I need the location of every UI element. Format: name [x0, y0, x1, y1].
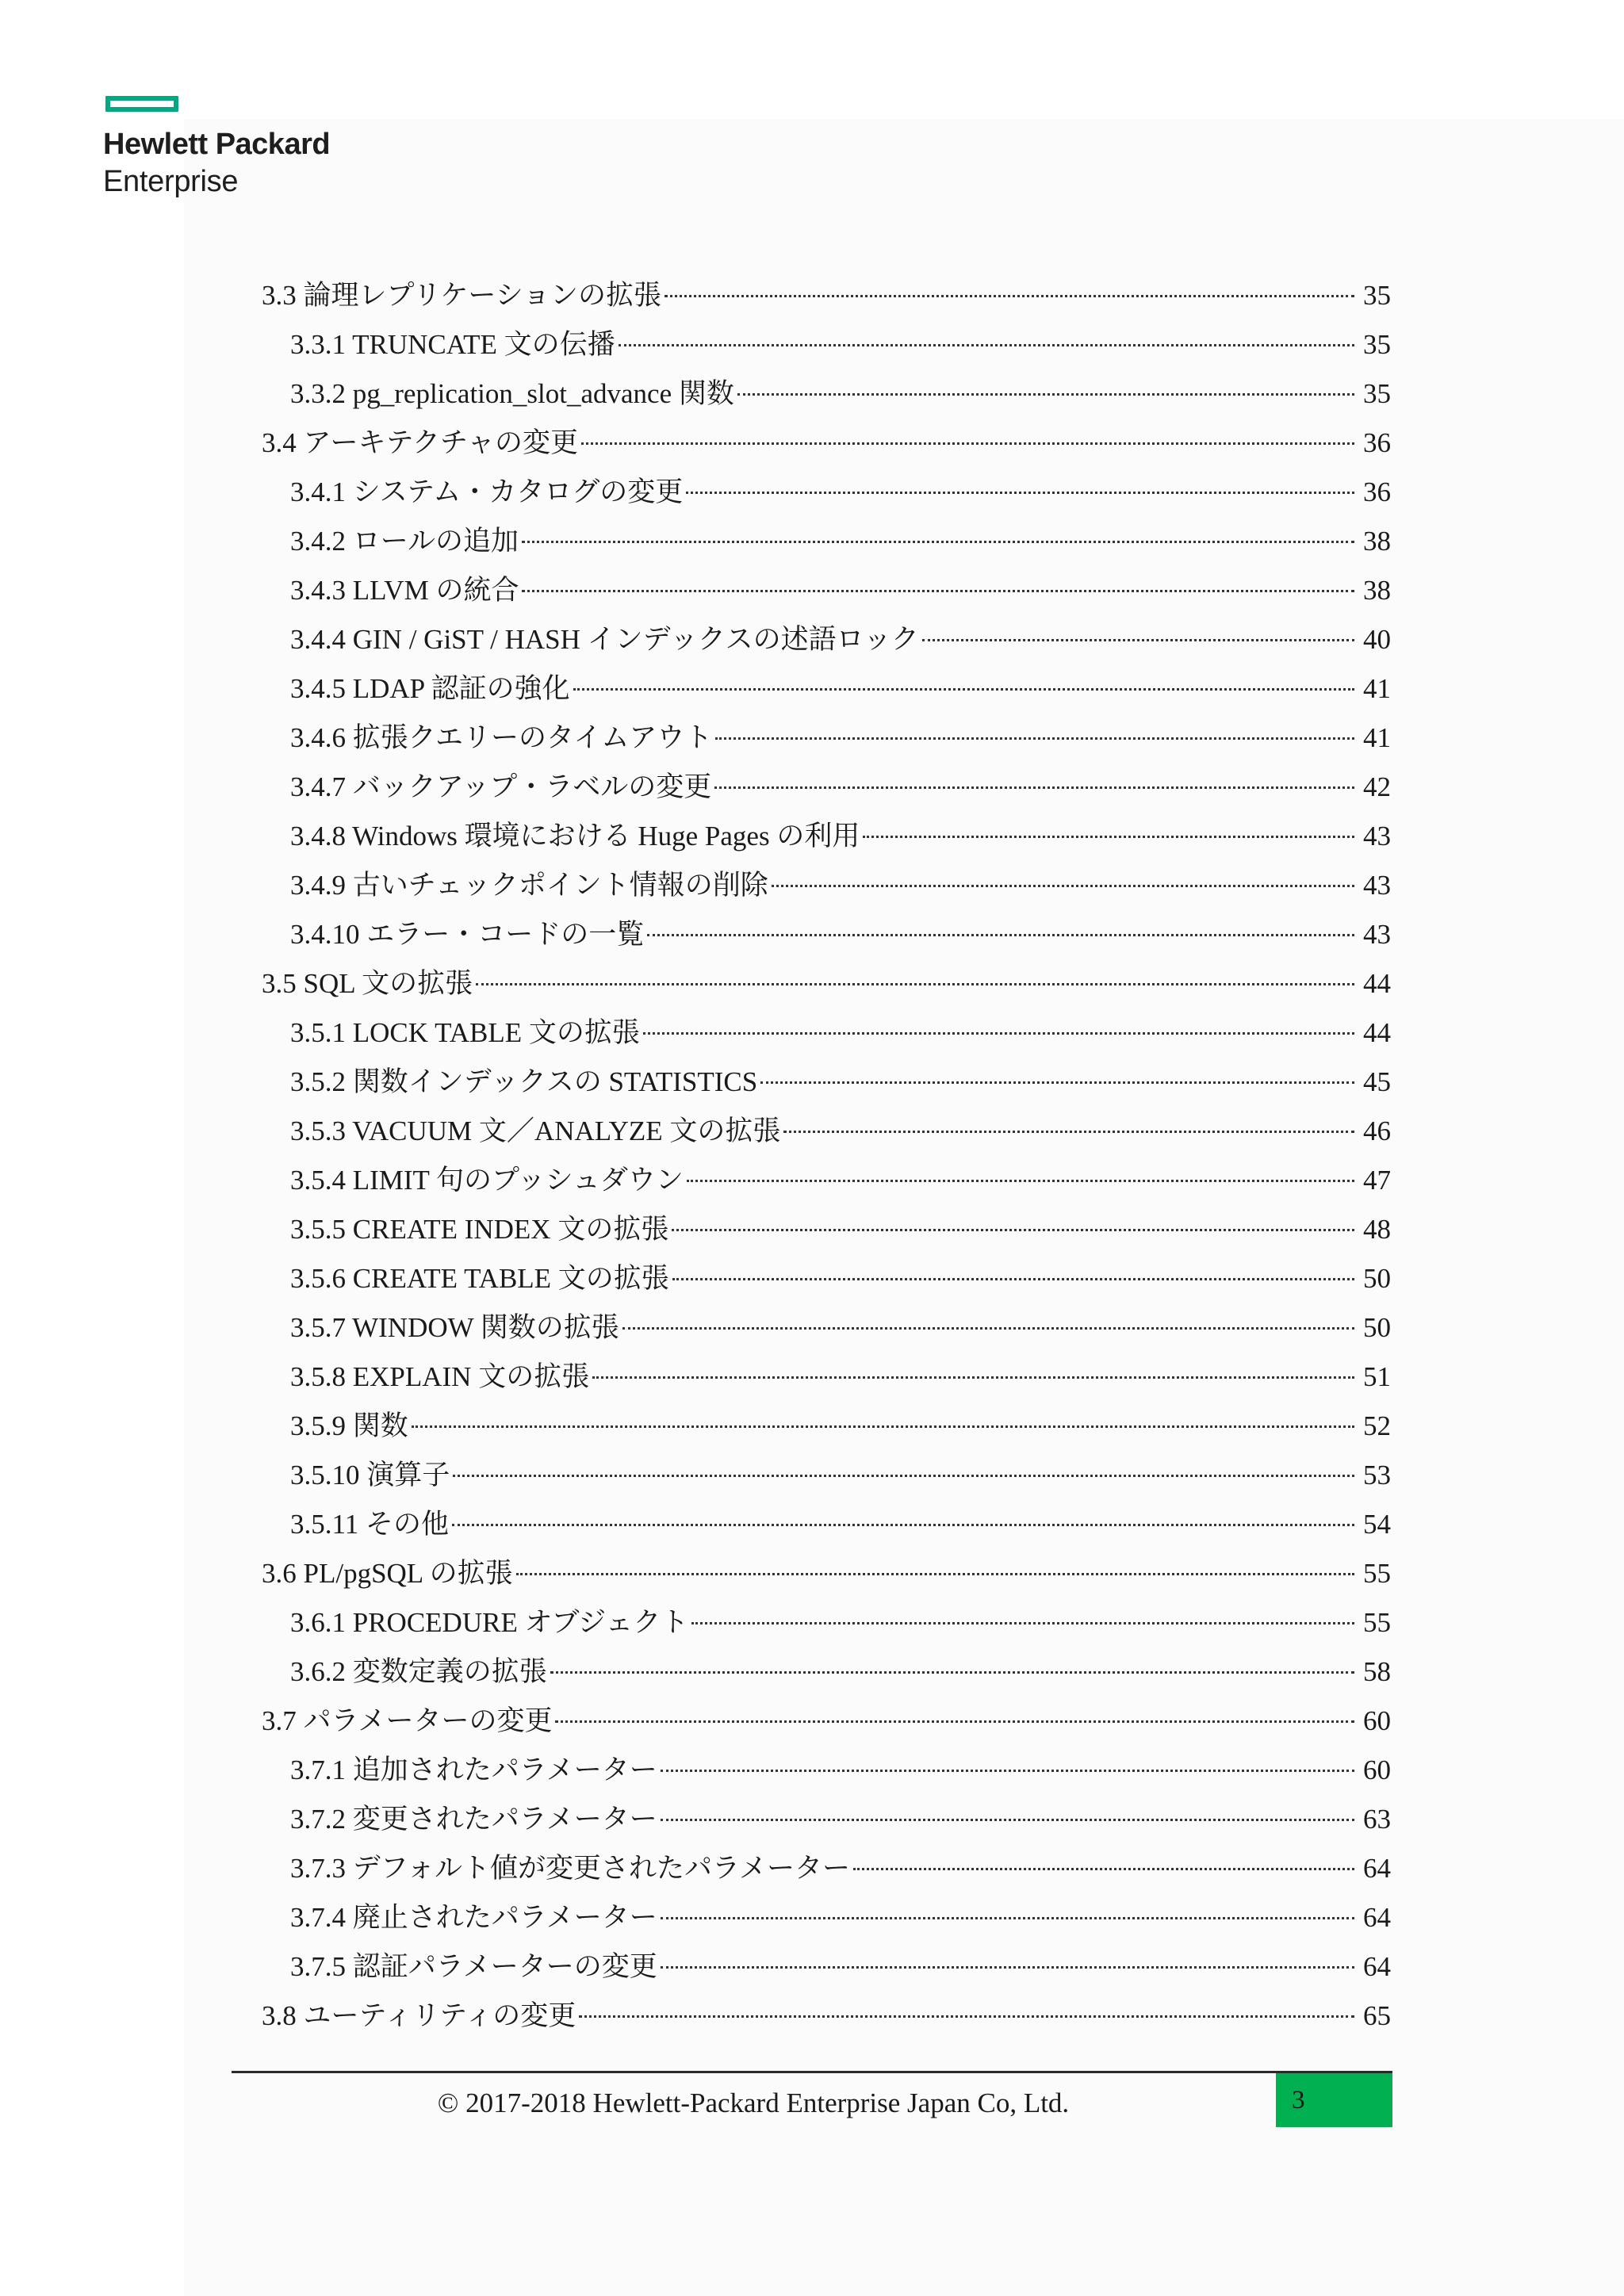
toc-entry-page: 60: [1363, 1705, 1391, 1736]
toc-entry-title: 3.4.7 バックアップ・ラベルの変更: [290, 771, 712, 802]
logo-rectangle-mark: [105, 96, 178, 112]
toc-entry-page: 52: [1363, 1410, 1391, 1441]
toc-entry-page: 41: [1363, 673, 1391, 704]
toc-entry-page: 44: [1363, 968, 1391, 999]
logo-wordmark-line1: Hewlett Packard: [103, 128, 331, 161]
toc-entry-title: 3.7.4 廃止されたパラメーター: [290, 1902, 657, 1933]
toc-entry-title: 3.6.2 変数定義の拡張: [290, 1656, 547, 1687]
toc-entry-title: 3.7.3 デフォルト値が変更されたパラメーター: [290, 1853, 850, 1884]
toc-dot-leader: [691, 1622, 1354, 1624]
toc-dot-leader: [783, 1131, 1354, 1133]
toc-entry-title: 3.7.1 追加されたパラメーター: [290, 1755, 657, 1785]
toc-entry-page: 50: [1363, 1312, 1391, 1343]
toc-entry-page: 35: [1363, 280, 1391, 311]
toc-entry-page: 43: [1363, 919, 1391, 950]
toc-entry[interactable]: [262, 1942, 1391, 1992]
toc-entry[interactable]: [262, 1647, 1391, 1697]
toc-dot-leader: [516, 1573, 1354, 1575]
toc-entry-page: 58: [1363, 1656, 1391, 1687]
toc-entry-title: 3.7.5 認証パラメーターの変更: [290, 1951, 657, 1982]
toc-entry-page: 64: [1363, 1951, 1391, 1982]
toc-entry-title: 3.4.9 古いチェックポイント情報の削除: [290, 870, 768, 901]
toc-entry[interactable]: [262, 861, 1391, 910]
toc-entry[interactable]: [262, 1844, 1391, 1893]
toc-entry[interactable]: [262, 812, 1391, 861]
toc-entry[interactable]: [262, 1058, 1391, 1107]
toc-entry-title: 3.5.4 LIMIT 句のプッシュダウン: [290, 1165, 684, 1196]
toc-dot-leader: [714, 786, 1354, 789]
company-logo: [103, 93, 373, 204]
toc-dot-leader: [672, 1229, 1354, 1231]
toc-entry-page: 44: [1363, 1017, 1391, 1048]
toc-entry-title: 3.4.3 LLVM の統合: [290, 575, 519, 606]
toc-dot-leader: [452, 1524, 1354, 1526]
toc-dot-leader: [665, 295, 1354, 297]
toc-entry[interactable]: [262, 1697, 1391, 1746]
toc-entry[interactable]: [262, 1205, 1391, 1254]
toc-entry[interactable]: [262, 271, 1391, 320]
logo-wordmark-line2: Enterprise: [103, 165, 239, 198]
toc-entry[interactable]: [262, 1746, 1391, 1795]
toc-entry[interactable]: [262, 1893, 1391, 1942]
toc-dot-leader: [579, 2015, 1354, 2018]
toc-dot-leader: [453, 1475, 1354, 1477]
toc-entry-page: 43: [1363, 821, 1391, 851]
toc-entry-title: 3.4.5 LDAP 認証の強化: [290, 673, 570, 704]
toc-entry[interactable]: [262, 714, 1391, 763]
toc-entry[interactable]: [262, 1598, 1391, 1647]
toc-entry-page: 38: [1363, 526, 1391, 557]
toc-entry-title: 3.4 アーキテクチャの変更: [262, 427, 579, 458]
toc-entry-page: 36: [1363, 476, 1391, 507]
toc-entry-page: 35: [1363, 329, 1391, 360]
toc-entry-title: 3.5.9 関数: [290, 1410, 408, 1441]
toc-entry-page: 55: [1363, 1558, 1391, 1589]
toc-entry-title: 3.4.6 拡張クエリーのタイムアウト: [290, 722, 713, 753]
toc-entry-page: 35: [1363, 378, 1391, 409]
toc-entry[interactable]: [262, 1500, 1391, 1549]
toc-dot-leader: [687, 1180, 1354, 1182]
toc-dot-leader: [581, 442, 1354, 445]
toc-entry[interactable]: [262, 1107, 1391, 1156]
footer-divider: [232, 2071, 1392, 2073]
toc-entry-page: 54: [1363, 1509, 1391, 1540]
toc-entry-title: 3.5.1 LOCK TABLE 文の拡張: [290, 1017, 640, 1048]
toc-entry-page: 41: [1363, 722, 1391, 753]
toc-entry-page: 64: [1363, 1902, 1391, 1933]
toc-entry[interactable]: [262, 1254, 1391, 1303]
toc-dot-leader: [772, 885, 1354, 887]
toc-entry-title: 3.5.8 EXPLAIN 文の拡張: [290, 1361, 590, 1392]
toc-entry-page: 42: [1363, 771, 1391, 802]
toc-dot-leader: [853, 1868, 1354, 1870]
toc-entry[interactable]: [262, 615, 1391, 664]
toc-entry-title: 3.6 PL/pgSQL の拡張: [262, 1558, 513, 1589]
toc-entry-title: 3.3 論理レプリケーションの拡張: [262, 280, 662, 311]
toc-entry-page: 55: [1363, 1607, 1391, 1638]
toc-dot-leader: [672, 1278, 1354, 1280]
toc-dot-leader: [592, 1376, 1354, 1379]
toc-entry[interactable]: [262, 910, 1391, 959]
toc-entry-page: 48: [1363, 1214, 1391, 1245]
toc-dot-leader: [476, 983, 1354, 985]
toc-entry[interactable]: [262, 763, 1391, 812]
toc-entry[interactable]: [262, 517, 1391, 566]
toc-entry[interactable]: [262, 566, 1391, 615]
toc-entry-page: 50: [1363, 1263, 1391, 1294]
toc-dot-leader: [622, 1327, 1354, 1330]
toc-entry[interactable]: [262, 1795, 1391, 1844]
toc-entry[interactable]: [262, 320, 1391, 369]
toc-entry-page: 60: [1363, 1755, 1391, 1785]
toc-dot-leader: [715, 737, 1354, 740]
toc-dot-leader: [573, 688, 1354, 691]
toc-entry[interactable]: [262, 1303, 1391, 1353]
toc-entry-page: 65: [1363, 2000, 1391, 2031]
toc-dot-leader: [647, 934, 1354, 936]
toc-entry-title: 3.6.1 PROCEDURE オブジェクト: [290, 1607, 689, 1638]
toc-entry-title: 3.5.7 WINDOW 関数の拡張: [290, 1312, 619, 1343]
toc-entry-page: 46: [1363, 1115, 1391, 1146]
toc-entry[interactable]: [262, 419, 1391, 468]
toc-entry[interactable]: [262, 959, 1391, 1008]
footer-copyright: © 2017-2018 Hewlett-Packard Enterprise Japan Co, Ltd.: [437, 2087, 1070, 2118]
toc-entry[interactable]: [262, 1156, 1391, 1205]
toc-entry-page: 36: [1363, 427, 1391, 458]
toc-dot-leader: [760, 1081, 1354, 1084]
toc-dot-leader: [661, 1770, 1354, 1772]
toc-entry-title: 3.5.2 関数インデックスの STATISTICS: [290, 1066, 758, 1097]
toc-dot-leader: [550, 1671, 1354, 1674]
toc-entry-page: 43: [1363, 870, 1391, 901]
toc-dot-leader: [737, 393, 1354, 396]
toc-entry-page: 47: [1363, 1165, 1391, 1196]
toc-entry-page: 45: [1363, 1066, 1391, 1097]
toc-entry-title: 3.5.3 VACUUM 文／ANALYZE 文の拡張: [290, 1115, 781, 1146]
toc-entry-title: 3.7 パラメーターの変更: [262, 1705, 553, 1736]
toc-entry-title: 3.4.1 システム・カタログの変更: [290, 476, 684, 507]
toc-entry[interactable]: [262, 468, 1391, 517]
toc-entry[interactable]: [262, 1992, 1391, 2041]
toc-entry[interactable]: [262, 664, 1391, 714]
toc-dot-leader: [686, 492, 1354, 494]
toc-dot-leader: [522, 590, 1354, 592]
toc-dot-leader: [661, 1917, 1354, 1919]
table-of-contents: [262, 271, 1391, 2041]
toc-dot-leader: [522, 541, 1354, 543]
toc-entry-title: 3.4.8 Windows 環境における Huge Pages の利用: [290, 821, 860, 851]
toc-entry-title: 3.4.10 エラー・コードの一覧: [290, 919, 645, 950]
toc-entry-page: 53: [1363, 1460, 1391, 1490]
toc-dot-leader: [555, 1720, 1354, 1723]
toc-entry[interactable]: [262, 1451, 1391, 1500]
toc-entry[interactable]: [262, 1008, 1391, 1058]
toc-dot-leader: [922, 639, 1354, 641]
toc-entry-title: 3.5.6 CREATE TABLE 文の拡張: [290, 1263, 669, 1294]
toc-entry-title: 3.7.2 変更されたパラメーター: [290, 1804, 657, 1835]
footer-page-number: 3: [1276, 2073, 1392, 2127]
toc-entry-page: 63: [1363, 1804, 1391, 1835]
toc-entry-title: 3.5.10 演算子: [290, 1460, 450, 1490]
toc-entry-page: 38: [1363, 575, 1391, 606]
toc-entry-page: 51: [1363, 1361, 1391, 1392]
toc-entry[interactable]: [262, 1402, 1391, 1451]
toc-dot-leader: [619, 344, 1354, 346]
toc-entry[interactable]: [262, 1549, 1391, 1598]
toc-entry-title: 3.4.4 GIN / GiST / HASH インデックスの述語ロック: [290, 624, 919, 655]
toc-entry-title: 3.5.11 その他: [290, 1509, 449, 1540]
toc-dot-leader: [643, 1032, 1354, 1035]
toc-dot-leader: [661, 1819, 1354, 1821]
toc-entry-title: 3.5 SQL 文の拡張: [262, 968, 473, 999]
toc-entry-title: 3.4.2 ロールの追加: [290, 526, 519, 557]
toc-entry-title: 3.8 ユーティリティの変更: [262, 2000, 576, 2031]
toc-entry[interactable]: [262, 1353, 1391, 1402]
toc-entry-title: 3.3.2 pg_replication_slot_advance 関数: [290, 378, 734, 409]
toc-entry-title: 3.5.5 CREATE INDEX 文の拡張: [290, 1214, 669, 1245]
toc-entry[interactable]: [262, 369, 1391, 419]
toc-dot-leader: [863, 836, 1354, 838]
toc-dot-leader: [661, 1966, 1354, 1969]
toc-entry-page: 40: [1363, 624, 1391, 655]
toc-entry-title: 3.3.1 TRUNCATE 文の伝播: [290, 329, 615, 360]
toc-entry-page: 64: [1363, 1853, 1391, 1884]
toc-dot-leader: [412, 1425, 1354, 1428]
